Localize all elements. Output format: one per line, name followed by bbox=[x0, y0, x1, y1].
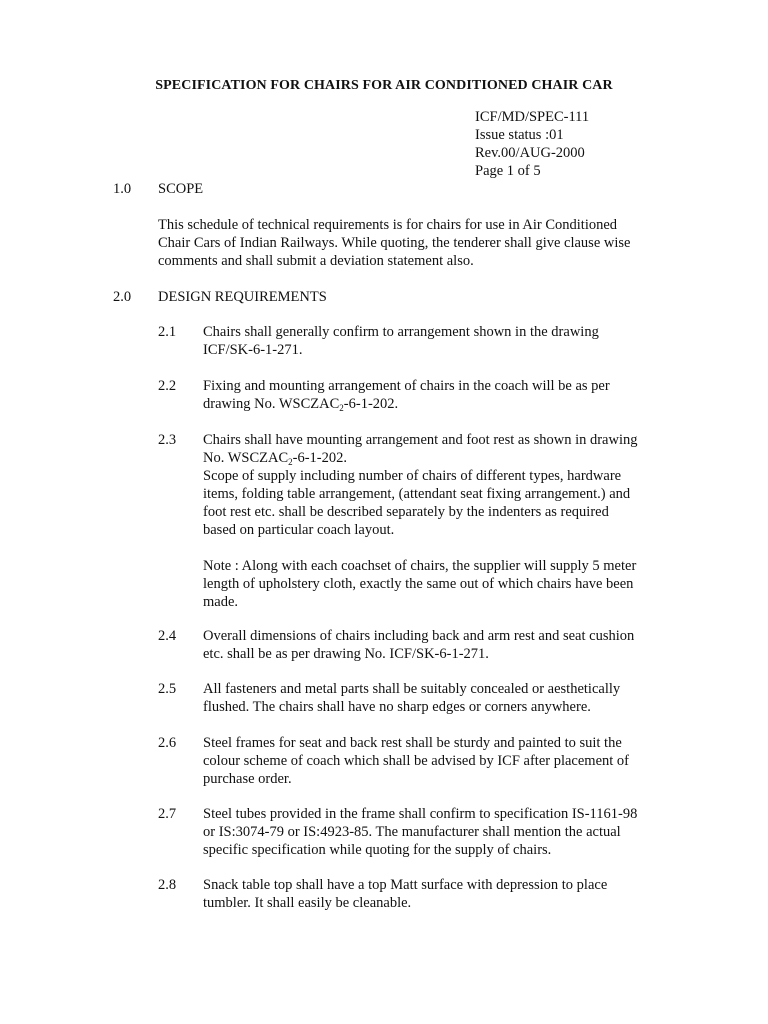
clause-line: based on particular coach layout. bbox=[203, 522, 395, 538]
clause-number: 2.2 bbox=[158, 378, 177, 394]
clause-line: Scope of supply including number of chairs of different types, hardware bbox=[203, 468, 622, 484]
drawing-ref-text: No. WSCZAC bbox=[203, 450, 289, 466]
clause-line: specific specification while quoting for the supply of chairs. bbox=[203, 842, 552, 858]
section-title: DESIGN REQUIREMENTS bbox=[158, 289, 327, 305]
clause-line: Steel tubes provided in the frame shall confirm to specification IS-1161-98 bbox=[203, 806, 638, 822]
clause-line: colour scheme of coach which shall be advised by ICF after placement of bbox=[203, 753, 629, 769]
section-heading-scope bbox=[113, 180, 713, 198]
clause-number: 2.7 bbox=[158, 806, 177, 822]
revision: Rev.00/AUG-2000 bbox=[475, 145, 585, 161]
clause-line: Snack table top shall have a top Matt surface with depression to place bbox=[203, 877, 608, 893]
clause-line: items, folding table arrangement, (attendant seat fixing arrangement.) and bbox=[203, 486, 631, 502]
note-line: length of upholstery cloth, exactly the same out of which chairs have been bbox=[203, 576, 634, 592]
section-number: 2.0 bbox=[113, 289, 132, 305]
clause-number: 2.6 bbox=[158, 735, 177, 751]
clause-line bbox=[203, 395, 663, 413]
clause-line: purchase order. bbox=[203, 771, 292, 787]
paragraph-line: comments and shall submit a deviation statement also. bbox=[158, 253, 474, 269]
clause-line: Overall dimensions of chairs including back and arm rest and seat cushion bbox=[203, 628, 635, 644]
clause-number: 2.4 bbox=[158, 628, 177, 644]
clause-line: Steel frames for seat and back rest shall be sturdy and painted to suit the bbox=[203, 735, 622, 751]
section-number: 1.0 bbox=[113, 181, 132, 197]
clause-line: tumbler. It shall easily be cleanable. bbox=[203, 895, 412, 911]
clause-line: foot rest etc. shall be described separately by the indenters as required bbox=[203, 504, 609, 520]
document-title: SPECIFICATION FOR CHAIRS FOR AIR CONDITIONED CHAIR CAR bbox=[155, 78, 613, 93]
document-info-block bbox=[475, 108, 735, 180]
paragraph-line: This schedule of technical requirements is for chairs for use in Air Conditioned bbox=[158, 217, 618, 233]
spec-reference: ICF/MD/SPEC-111 bbox=[475, 109, 590, 125]
clause-number: 2.1 bbox=[158, 324, 177, 340]
clause-line: or IS:3074-79 or IS:4923-85. The manufacturer shall mention the actual bbox=[203, 824, 621, 840]
paragraph-line: Chair Cars of Indian Railways. While quoting, the tenderer shall give clause wise bbox=[158, 235, 631, 251]
note-line: Note : Along with each coachset of chairs, the supplier will supply 5 meter bbox=[203, 558, 637, 574]
section-heading-design bbox=[113, 288, 713, 306]
drawing-ref-suffix: -6-1-202. bbox=[343, 396, 399, 412]
drawing-ref-text: drawing No. WSCZAC bbox=[203, 396, 340, 412]
clause-number: 2.8 bbox=[158, 877, 177, 893]
clause-number: 2.3 bbox=[158, 432, 177, 448]
drawing-ref-subscript: 2 bbox=[339, 403, 344, 413]
drawing-ref-subscript: 2 bbox=[288, 457, 293, 467]
clause-line bbox=[203, 449, 663, 467]
clause-line: Chairs shall have mounting arrangement and foot rest as shown in drawing bbox=[203, 432, 638, 448]
blank-line bbox=[203, 539, 663, 557]
clause-line: All fasteners and metal parts shall be suitably concealed or aesthetically bbox=[203, 681, 621, 697]
clause-number: 2.5 bbox=[158, 681, 177, 697]
note-line: made. bbox=[203, 594, 239, 610]
drawing-ref-suffix: -6-1-202. bbox=[292, 450, 348, 466]
clause-line: Chairs shall generally confirm to arrangement shown in the drawing bbox=[203, 324, 599, 340]
section-title: SCOPE bbox=[158, 181, 204, 197]
scope-paragraph bbox=[158, 216, 658, 270]
clause-line: ICF/SK-6-1-271. bbox=[203, 342, 303, 358]
page-number: Page 1 of 5 bbox=[475, 163, 541, 179]
clause-line: etc. shall be as per drawing No. ICF/SK-6-1-271. bbox=[203, 646, 489, 662]
clause-line: Fixing and mounting arrangement of chairs in the coach will be as per bbox=[203, 378, 610, 394]
clause-line: flushed. The chairs shall have no sharp edges or corners anywhere. bbox=[203, 699, 591, 715]
issue-status: Issue status :01 bbox=[475, 127, 564, 143]
